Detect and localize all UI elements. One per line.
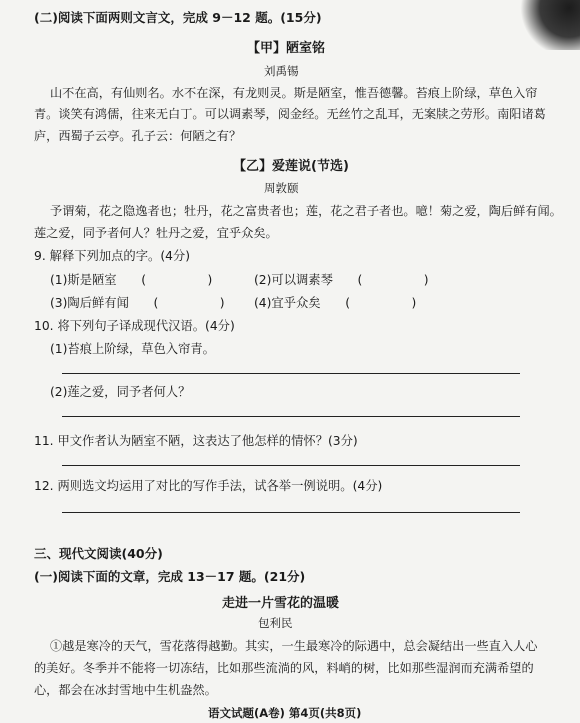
article-line-3: 心，都会在冰封雪地中生机盎然。 xyxy=(34,683,217,697)
answer-line xyxy=(62,465,520,466)
text-a-line-3: 庐，西蜀子云亭。孔子云：何陋之有？ xyxy=(34,129,242,143)
text-a-line-1: 山不在高，有仙则名。水不在深，有龙则灵。斯是陋室，惟吾德馨。苔痕上阶绿，草色入帘 xyxy=(50,86,538,100)
section-three-heading: 三、现代文阅读(40分) xyxy=(34,546,163,561)
answer-line xyxy=(62,373,520,374)
q9-item-4: (4)宜乎众矣 ( ) xyxy=(254,296,417,310)
q11-prompt: 11. 甲文作者认为陋室不陋，这表达了他怎样的情怀？(3分) xyxy=(34,434,358,448)
q10-sub-2: (2)莲之爱，同予者何人？ xyxy=(50,385,191,399)
article-line-2: 的美好。冬季并不能将一切冻结，比如那些流淌的风，料峭的树，比如那些湿润而充满希望的 xyxy=(34,661,534,675)
text-b-title: 【乙】爱莲说(节选) xyxy=(233,159,349,174)
text-b-author: 周敦颐 xyxy=(264,181,299,195)
scan-shadow xyxy=(520,0,580,50)
section-three-subheading: (一)阅读下面的文章，完成 13－17 题。(21分) xyxy=(34,569,306,584)
q10-prompt: 10. 将下列句子译成现代汉语。(4分) xyxy=(34,319,235,333)
text-b-line-1: 予谓菊，花之隐逸者也；牡丹，花之富贵者也；莲，花之君子者也。噫！菊之爱，陶后鲜有闻。 xyxy=(50,204,562,218)
q9-item-3: (3)陶后鲜有闻 ( ) xyxy=(50,296,225,310)
text-b-line-2: 莲之爱，同予者何人？牡丹之爱，宜乎众矣。 xyxy=(34,226,278,240)
q10-sub-1: (1)苔痕上阶绿，草色入帘青。 xyxy=(50,342,215,356)
q9-prompt: 9. 解释下列加点的字。(4分) xyxy=(34,249,191,263)
page-footer: 语文试题(A卷) 第4页(共8页) xyxy=(208,706,362,720)
section-two-heading: (二)阅读下面两则文言文，完成 9－12 题。(15分) xyxy=(34,10,322,25)
q12-prompt: 12. 两则选文均运用了对比的写作手法，试各举一例说明。(4分) xyxy=(34,479,383,493)
q9-item-1: (1)斯是陋室 ( ) xyxy=(50,273,213,287)
text-a-author: 刘禹锡 xyxy=(264,64,299,78)
text-a-title: 【甲】陋室铭 xyxy=(247,41,326,56)
q9-item-2: (2)可以调素琴 ( ) xyxy=(254,273,429,287)
answer-line xyxy=(62,416,520,417)
article-line-1: ①越是寒冷的天气，雪花落得越勤。其实，一生最寒冷的际遇中，总会凝结出一些直入人心 xyxy=(50,639,538,653)
text-a-line-2: 青。谈笑有鸿儒，往来无白丁。可以调素琴，阅金经。无丝竹之乱耳，无案牍之劳形。南阳诸葛 xyxy=(34,107,546,121)
article-author: 包利民 xyxy=(258,616,293,630)
article-title: 走进一片雪花的温暖 xyxy=(222,596,340,611)
answer-line xyxy=(62,512,520,513)
